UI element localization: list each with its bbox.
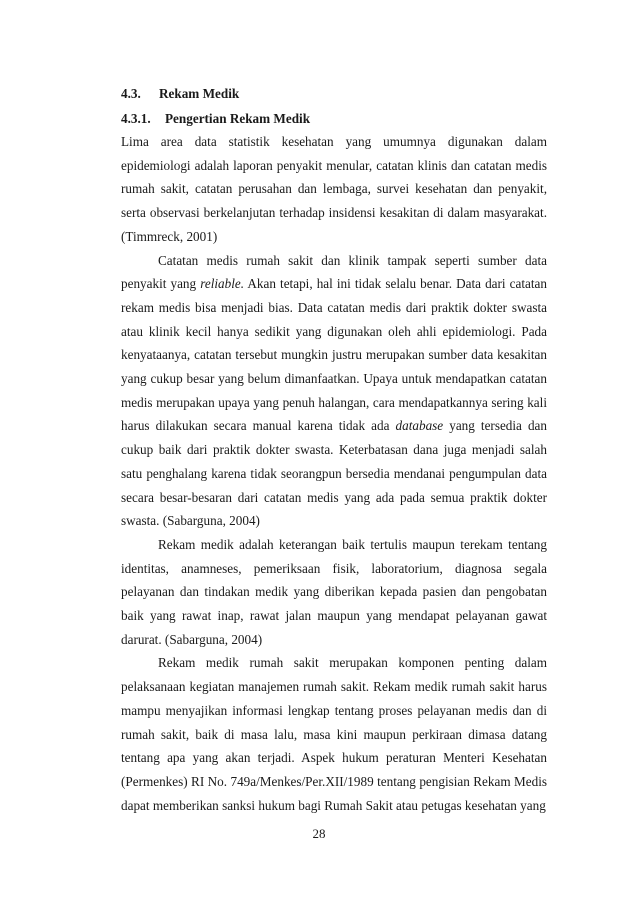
italic-term-reliable: reliable. [200,276,245,292]
italic-term-database: database [395,418,444,434]
paragraph-2-part-3: yang tersedia dan cukup baik dari praktik dokter swasta. Keterbatasan dana juga menjadi salah satu penghalang karena tidak seorangpun bersedia mendanai pengumpulan data secara besar-besaran dari catatan medis yang ada pada semua praktik dokter swasta. (Sabarguna, 2004) [121,418,548,529]
paragraph-1: Lima area data statistik kesehatan yang umumnya digunakan dalam epidemiologi adalah laporan penyakit menular, catatan klinis dan catatan medis rumah sakit, catatan perusahan dan lembaga, survei kesehatan dan penyakit, serta observasi berkelanjutan terhadap insidensi kesakitan di dalam masyarakat. (Timmreck, 2001) [121,134,547,244]
page-number: 28 [312,826,326,841]
paragraph-4: Rekam medik rumah sakit merupakan komponen penting dalam pelaksanaan kegiatan manajemen rumah sakit. Rekam medik rumah sakit harus mampu menyajikan informasi lengkap tentang proses pelayanan medis dan di rumah sakit, baik di masa lalu, masa kini maupun perkiraan dimasa datang tentang apa yang akan terjadi. Aspek hukum peraturan Menteri Kesehatan (Permenkes) RI No. 749a/Menkes/Per.XII/1989 tentang pengisian Rekam Medis dapat memberikan sanksi hukum bagi Rumah Sakit atau petugas kesehatan yang [121,655,547,813]
paragraph-3: Rekam medik adalah keterangan baik tertulis maupun terekam tentang identitas, anamneses, pemeriksaan fisik, laboratorium, diagnosa segala pelayanan dan tindakan medik yang diberikan kepada pasien dan pengobatan baik yang rawat inap, rawat jalan maupun yang mendapat pelayanan gawat darurat. (Sabarguna, 2004) [121,536,547,647]
subsection-heading [121,107,547,130]
section-number: 4.3. [121,86,141,101]
page-content [121,82,547,817]
subsection-number: 4.3.1. [121,111,151,126]
section-heading [121,82,547,105]
section-title: Rekam Medik [159,86,240,101]
paragraph-2-part-2: Akan tetapi, hal ini tidak selalu benar. Data dari catatan rekam medis bisa menjadi bias. Data catatan medis dari praktik dokter swasta atau klinik kecil hanya sedikit yang digunakan oleh ahli epidemiologi. Pada kenyataanya, catatan tersebut mungkin justru merupakan sumber data kesakitan yang cukup besar yang belum dimanfaatkan. Upaya untuk mendapatkan catatan medis merupakan upaya yang penuh halangan, cara mendapatkannya sering kali harus dilakukan secara manual karena tidak ada [121,276,547,434]
paragraph-2-part-1: Catatan medis rumah sakit dan klinik tampak seperti sumber data penyakit yang [121,252,547,292]
subsection-title: Pengertian Rekam Medik [165,111,311,126]
paragraph-2 [121,249,547,533]
